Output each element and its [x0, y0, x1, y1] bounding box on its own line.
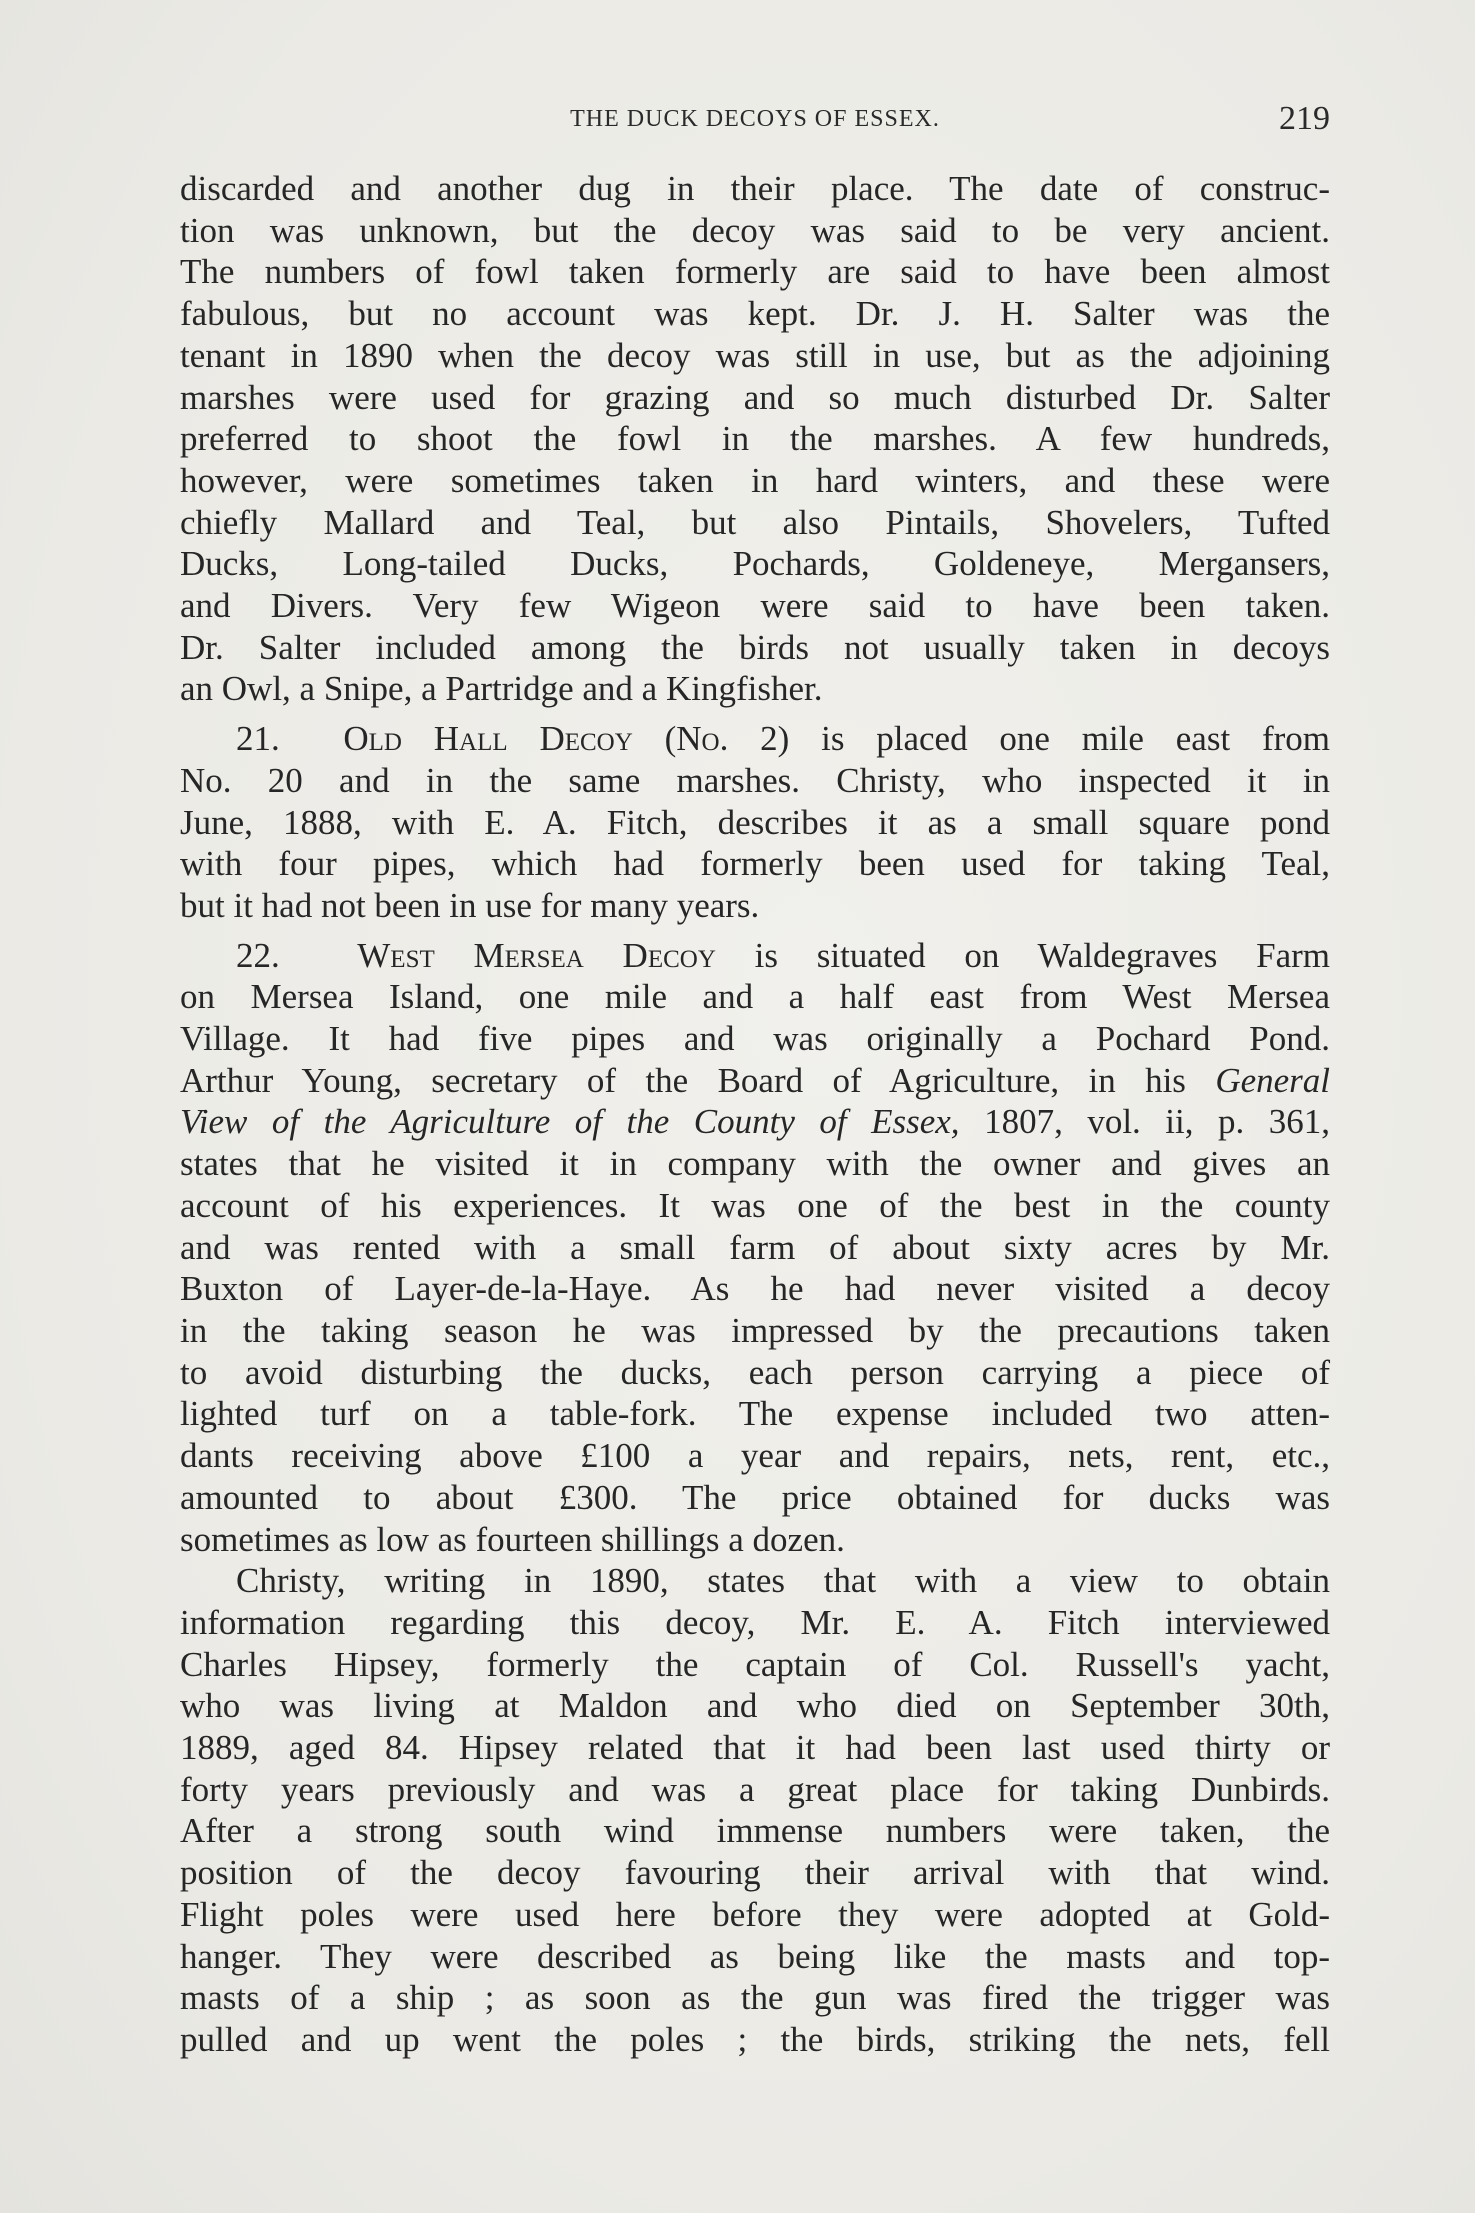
text-line: pulled and up went the poles ; the birds, striking the nets, fell	[180, 2019, 1330, 2059]
text-line: June, 1888, with E. A. Fitch, describes it as a small square pond	[180, 802, 1330, 842]
text-line: information regarding this decoy, Mr. E. A. Fitch interviewed	[180, 1602, 1330, 1642]
text-line: Flight poles were used here before they were adopted at Gold-	[180, 1894, 1330, 1934]
text-line: After a strong south wind immense numbers were taken, the	[180, 1811, 1330, 1851]
text-line: The numbers of fowl taken formerly are said to have been almost	[180, 252, 1330, 292]
running-title: THE DUCK DECOYS OF ESSEX.	[570, 106, 940, 132]
entry-22-west-mersea-decoy	[180, 935, 1330, 1561]
text-line: amounted to about £300. The price obtained for ducks was	[180, 1477, 1330, 1517]
page-number: 219	[1279, 100, 1330, 137]
text-line: preferred to shoot the fowl in the marshes. A few hundreds,	[180, 419, 1330, 459]
text-segment: Arthur Young, secretary of the Board of Agriculture, in his	[180, 1060, 1186, 1100]
body-text	[180, 168, 1330, 2061]
entry-heading: Old Hall Decoy (No. 2)	[343, 719, 790, 759]
entry-number: 22.	[236, 935, 280, 975]
text-line: on Mersea Island, one mile and a half east from West Mersea	[180, 977, 1330, 1017]
text-line: sometimes as low as fourteen shillings a dozen.	[180, 1519, 845, 1559]
book-title-italic: View of the Agriculture of the County of Essex,	[180, 1102, 960, 1142]
text-line: 1889, aged 84. Hipsey related that it had been last used thirty or	[180, 1728, 1330, 1768]
text-line: position of the decoy favouring their arrival with that wind.	[180, 1853, 1330, 1893]
text-line: Village. It had five pipes and was originally a Pochard Pond.	[180, 1019, 1330, 1059]
text-line	[180, 1060, 1330, 1102]
entry-heading: West Mersea Decoy	[357, 935, 716, 975]
entry-number: 21.	[236, 719, 280, 759]
text-line: states that he visited it in company with the owner and gives an	[180, 1144, 1330, 1184]
text-line: in the taking season he was impressed by the precautions taken	[180, 1310, 1330, 1350]
text-line: fabulous, but no account was kept. Dr. J. H. Salter was the	[180, 294, 1330, 334]
book-title-italic: General	[1215, 1060, 1331, 1100]
text-line	[180, 935, 1330, 977]
running-header	[180, 100, 1330, 140]
text-segment: 1807, vol. ii, p. 361,	[984, 1102, 1330, 1142]
text-line-tail: is situated on Waldegraves Farm	[754, 935, 1331, 975]
text-line: hanger. They were described as being like the masts and top-	[180, 1936, 1330, 1976]
text-line: tion was unknown, but the decoy was said to be very ancient.	[180, 210, 1330, 250]
text-line: Buxton of Layer-de-la-Haye. As he had never visited a decoy	[180, 1269, 1330, 1309]
text-line: but it had not been in use for many years.	[180, 885, 760, 925]
text-line: who was living at Maldon and who died on September 30th,	[180, 1686, 1330, 1726]
text-line: masts of a ship ; as soon as the gun was fired the trigger was	[180, 1978, 1330, 2018]
text-line: to avoid disturbing the ducks, each person carrying a piece of	[180, 1352, 1330, 1392]
text-line: Christy, writing in 1890, states that with a view to obtain	[236, 1561, 1330, 1601]
text-line: with four pipes, which had formerly been used for taking Teal,	[180, 844, 1330, 884]
text-line: an Owl, a Snipe, a Partridge and a Kingfisher.	[180, 669, 823, 709]
text-line	[180, 718, 1330, 760]
text-line: Dr. Salter included among the birds not usually taken in decoys	[180, 627, 1330, 667]
text-line-tail: is placed one mile east from	[821, 719, 1331, 759]
text-line: No. 20 and in the same marshes. Christy, who inspected it in	[180, 760, 1330, 800]
text-line: and was rented with a small farm of about sixty acres by Mr.	[180, 1227, 1330, 1267]
text-line: chiefly Mallard and Teal, but also Pintails, Shovelers, Tufted	[180, 502, 1330, 542]
text-line: lighted turf on a table-fork. The expense included two atten-	[180, 1394, 1330, 1434]
paragraph-christy	[180, 1560, 1330, 2060]
text-line: and Divers. Very few Wigeon were said to have been taken.	[180, 586, 1330, 626]
text-line: forty years previously and was a great place for taking Dunbirds.	[180, 1769, 1330, 1809]
paragraph-continuation	[180, 168, 1330, 710]
text-line: account of his experiences. It was one of the best in the county	[180, 1185, 1330, 1225]
text-line: marshes were used for grazing and so much disturbed Dr. Salter	[180, 377, 1330, 417]
text-line	[180, 1101, 1330, 1143]
text-line: dants receiving above £100 a year and repairs, nets, rent, etc.,	[180, 1436, 1330, 1476]
text-line: tenant in 1890 when the decoy was still in use, but as the adjoining	[180, 335, 1330, 375]
text-line: discarded and another dug in their place. The date of construc-	[180, 169, 1330, 208]
entry-21-old-hall-decoy	[180, 718, 1330, 927]
text-line: Ducks, Long-tailed Ducks, Pochards, Goldeneye, Mergansers,	[180, 544, 1330, 584]
text-line: Charles Hipsey, formerly the captain of Col. Russell's yacht,	[180, 1644, 1330, 1684]
text-line: however, were sometimes taken in hard winters, and these were	[180, 460, 1330, 500]
